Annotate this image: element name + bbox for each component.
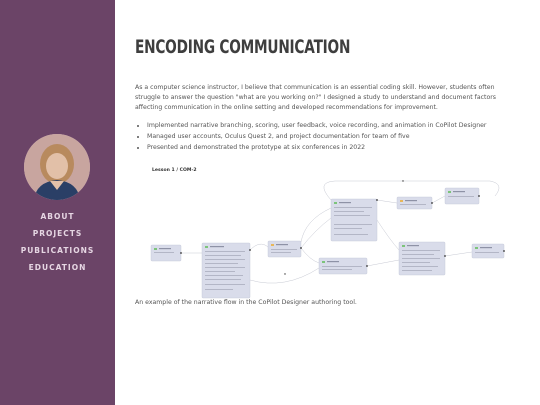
- intro-paragraph: As a computer science instructor, I believe that communication is an essential coding skill. However, students often struggle to answer the question "what are you working on?" I designed a study to understand and document factors affecting communication in the online setting and developed recommendations for improvement.: [135, 84, 497, 112]
- diagram-caption: An example of the narrative flow in the CoPilot Designer authoring tool.: [135, 299, 357, 306]
- list-item: • Managed user accounts, Oculus Quest 2, and project documentation for team of five: [147, 131, 517, 142]
- list-item: • Presented and demonstrated the prototype at six conferences in 2022: [147, 142, 517, 153]
- flow-node: [268, 241, 301, 257]
- narrative-flow-diagram: [135, 160, 535, 300]
- nav-about[interactable]: ABOUT: [40, 212, 75, 221]
- highlights-list: [139, 120, 517, 153]
- page-title: ENCODING COMMUNICATION: [135, 36, 351, 58]
- profile-photo: [24, 134, 90, 200]
- nav-projects[interactable]: PROJECTS: [32, 229, 83, 238]
- flow-node: [319, 258, 367, 274]
- nav-education[interactable]: EDUCATION: [28, 263, 87, 272]
- flow-node: [472, 244, 504, 258]
- list-item: • Implemented narrative branching, scoring, user feedback, voice recording, and animation in CoPilot Designer: [147, 120, 517, 131]
- flow-node: [399, 242, 445, 275]
- flow-node: [397, 197, 432, 209]
- flow-node: [331, 199, 377, 241]
- flow-node: [445, 188, 479, 204]
- flow-node: [202, 243, 250, 298]
- diagram-header: Lesson 1 / COM-2: [152, 168, 197, 173]
- sidebar: [0, 0, 115, 405]
- main-content: [115, 0, 540, 405]
- flow-node: [151, 245, 181, 261]
- nav-publications[interactable]: PUBLICATIONS: [20, 246, 95, 255]
